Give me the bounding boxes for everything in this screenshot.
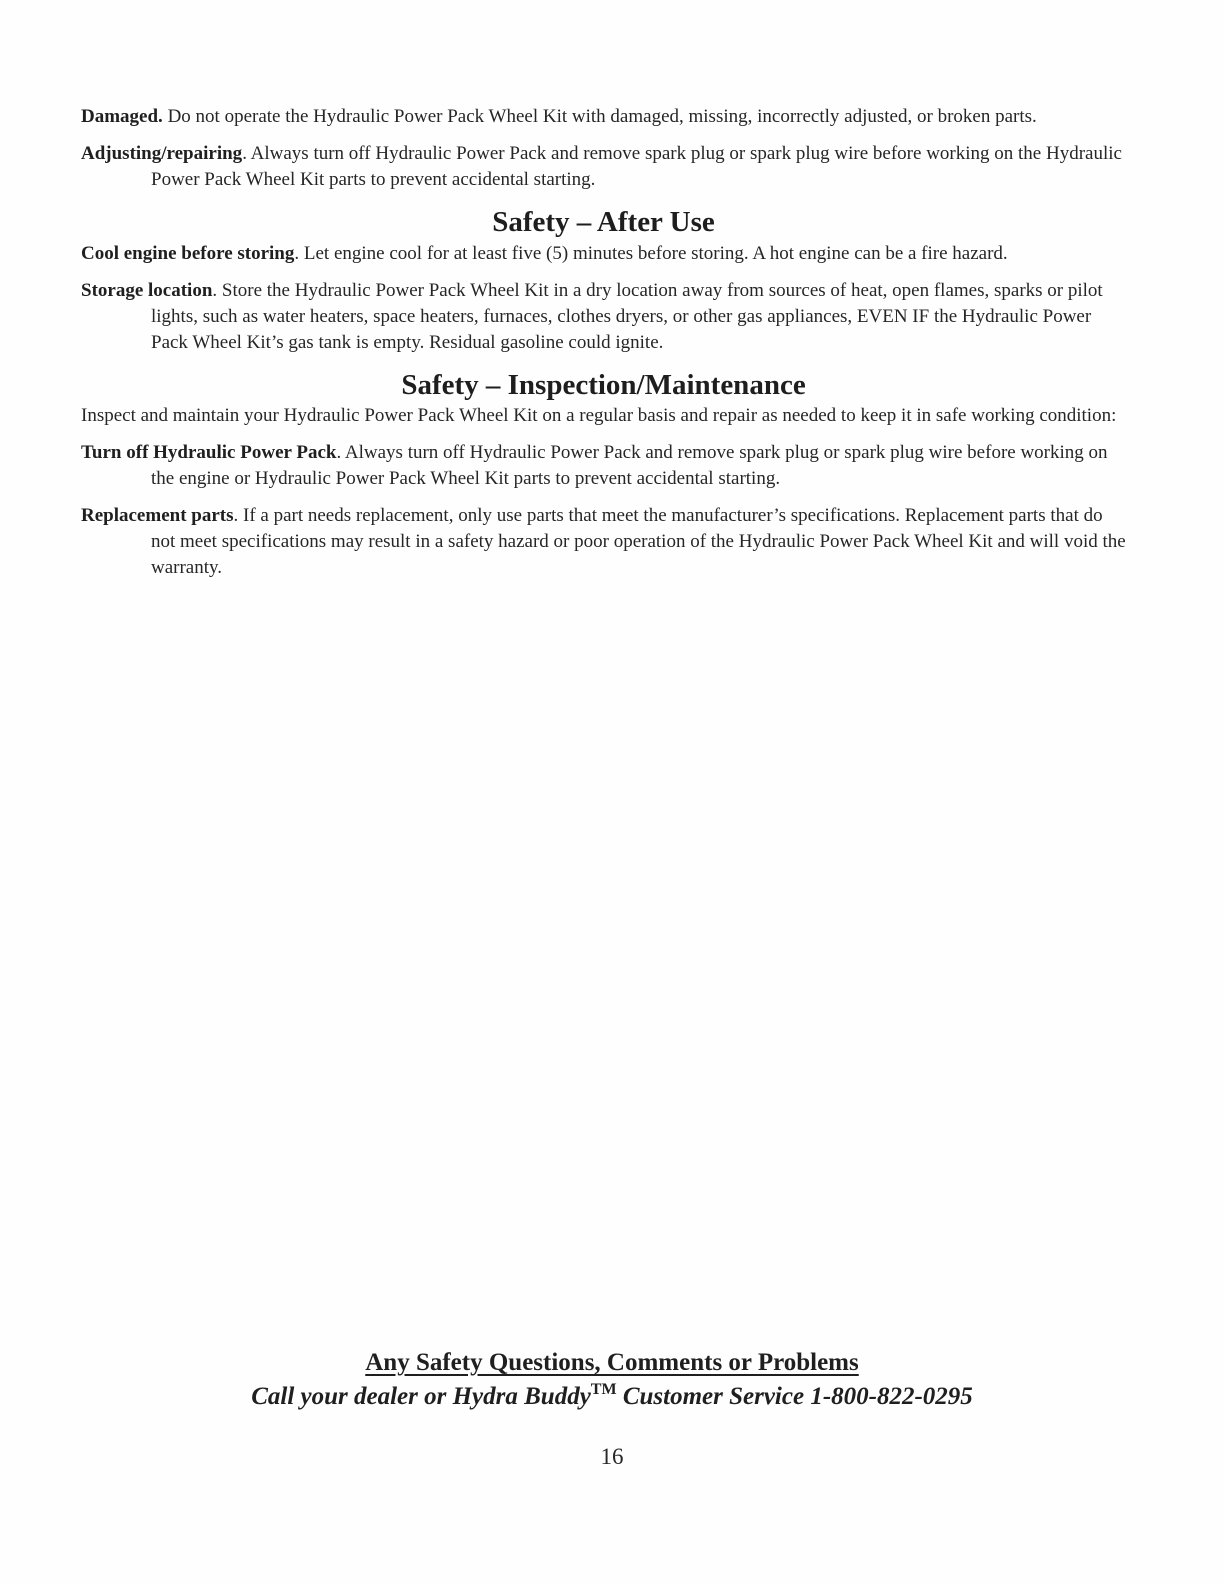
cool-engine-lead: Cool engine before storing <box>81 243 295 264</box>
turn-off-paragraph <box>81 440 1126 492</box>
storage-lead: Storage location <box>81 280 213 301</box>
damaged-paragraph <box>81 104 1126 130</box>
storage-text: . Store the Hydraulic Power Pack Wheel Kit in a dry location away from sources of heat, open flames, sparks or pilot lights, such as water heaters, space heaters, furnaces, clothes dryers, or other gas appliances, EVEN IF the Hydraulic Power Pack Wheel Kit’s gas tank is empty. Residual gasoline could ignite. <box>151 280 1103 353</box>
damaged-text: Do not operate the Hydraulic Power Pack Wheel Kit with damaged, missing, incorrectly adjusted, or broken parts. <box>162 106 1037 127</box>
replacement-text: . If a part needs replacement, only use parts that meet the manufacturer’s specifications. Replacement parts that do not meet specifications may result in a safety hazard or poor operation of the Hydraulic Power Pack Wheel Kit and will void the warranty. <box>151 505 1126 578</box>
inspect-intro-paragraph: Inspect and maintain your Hydraulic Power Pack Wheel Kit on a regular basis and repair as needed to keep it in safe working condition: <box>81 405 1117 426</box>
after-use-heading: Safety – After Use <box>492 206 715 238</box>
storage-paragraph <box>81 278 1126 356</box>
inspection-heading: Safety – Inspection/Maintenance <box>401 369 806 401</box>
footer-title: Any Safety Questions, Comments or Problems <box>365 1349 859 1376</box>
cool-engine-paragraph <box>81 241 1126 267</box>
adjusting-paragraph <box>81 141 1126 193</box>
page-content <box>81 104 1126 592</box>
adjusting-lead: Adjusting/repairing <box>81 143 243 164</box>
adjusting-text: . Always turn off Hydraulic Power Pack and remove spark plug or spark plug wire before working on the Hydraulic Power Pack Wheel Kit parts to prevent accidental starting. <box>151 143 1122 190</box>
turn-off-lead: Turn off Hydraulic Power Pack <box>81 442 337 463</box>
replacement-lead: Replacement parts <box>81 505 234 526</box>
footer-call-suffix: Customer Service 1-800-822-0295 <box>616 1383 973 1410</box>
footer-call-prefix: Call your dealer or Hydra Buddy <box>251 1383 591 1410</box>
trademark-mark: TM <box>590 1381 617 1398</box>
replacement-paragraph <box>81 503 1126 581</box>
damaged-lead: Damaged. <box>81 106 163 127</box>
turn-off-text: . Always turn off Hydraulic Power Pack and remove spark plug or spark plug wire before working on the engine or Hydraulic Power Pack Wheel Kit parts to prevent accidental starting. <box>151 442 1108 489</box>
footer-call-line <box>0 1381 1224 1411</box>
cool-engine-text: . Let engine cool for at least five (5) minutes before storing. A hot engine can be a fire hazard. <box>294 243 1008 264</box>
page-number: 16 <box>600 1444 624 1469</box>
